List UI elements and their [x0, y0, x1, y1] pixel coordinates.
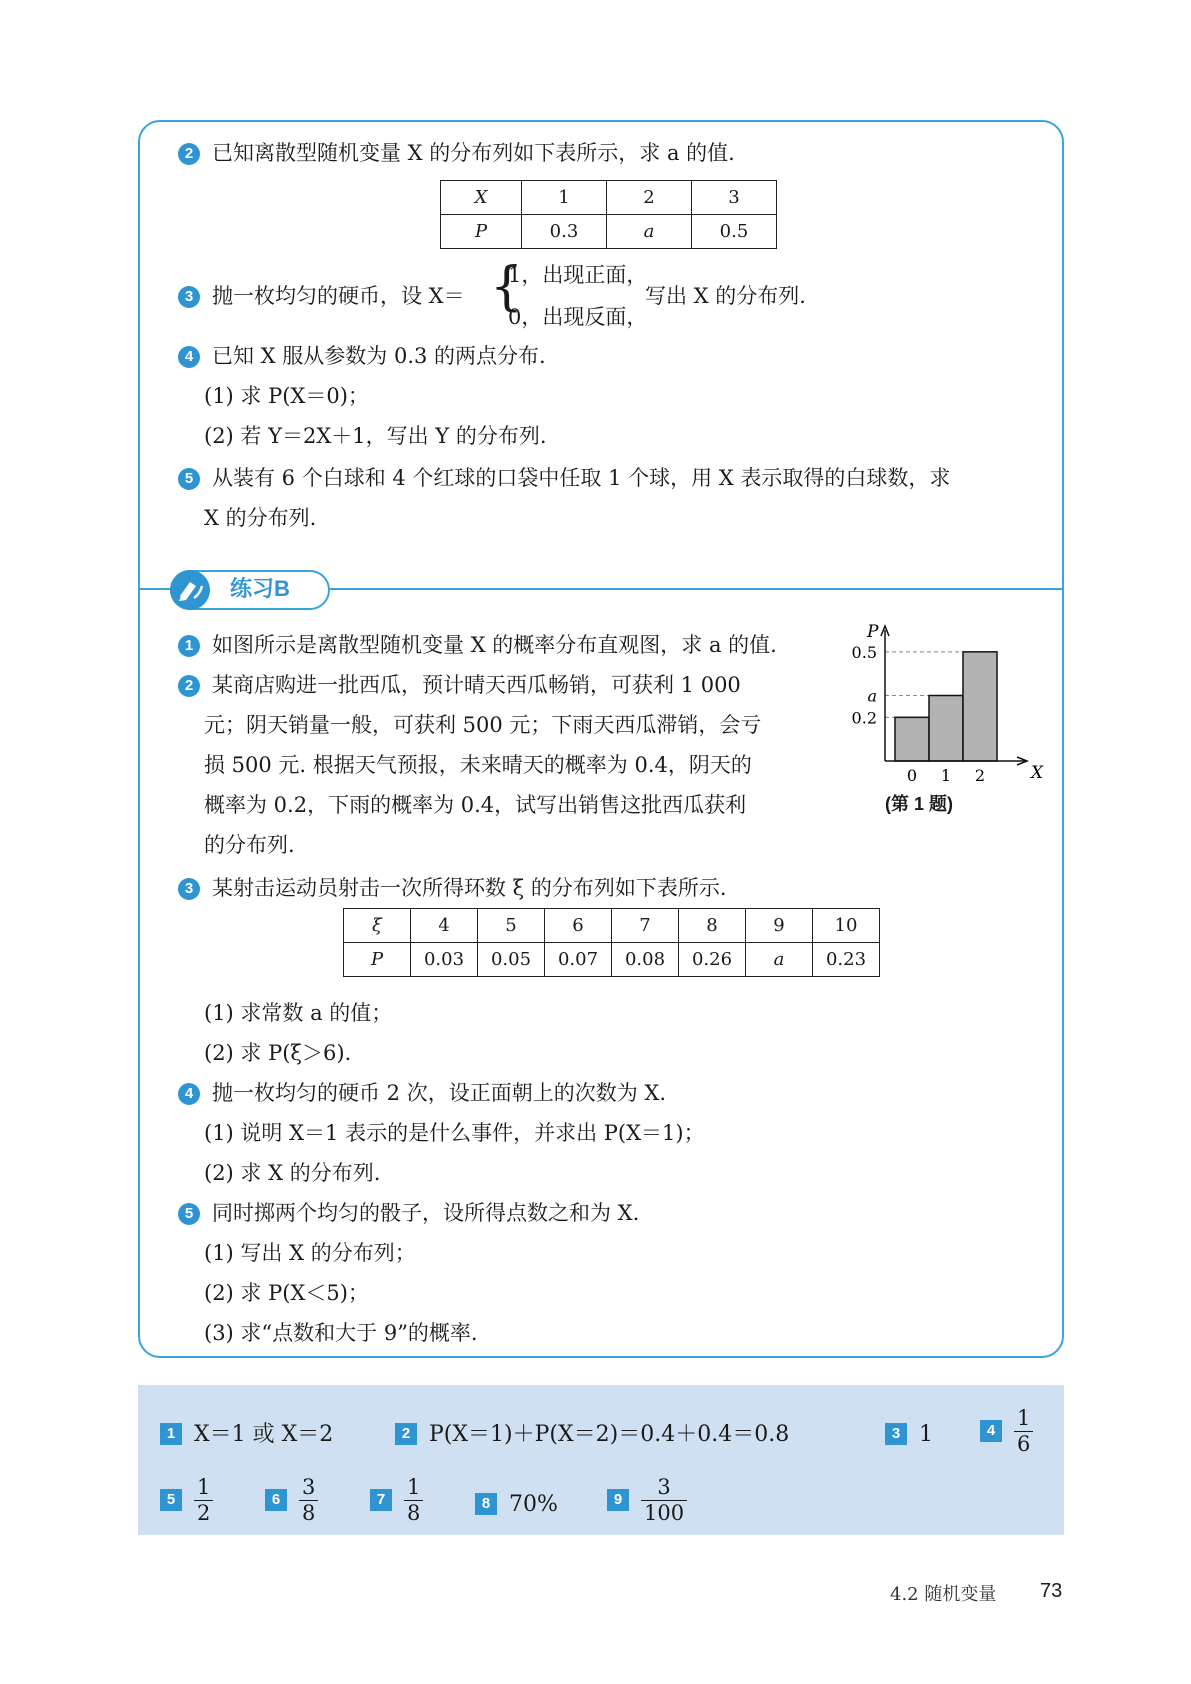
figure-caption: (第 1 题) [885, 794, 954, 814]
piecewise-case-2: 0，出现反面， [508, 305, 648, 329]
answer-7 [370, 1475, 423, 1526]
histogram-bar [929, 696, 963, 762]
table-cell: 10 [813, 909, 880, 943]
question-text: 某商店购进一批西瓜，预计晴天西瓜畅销，可获利 1 000 [212, 673, 741, 697]
question-text-continued: 损 500 元. 根据天气预报，未来晴天的概率为 0.4，阴天的 [204, 753, 752, 777]
table-cell: 0.07 [545, 943, 612, 977]
table-cell: 0.03 [411, 943, 478, 977]
subquestion: (3) 求“点数和大于 9”的概率. [204, 1321, 478, 1345]
table-header-cell: ξ [344, 909, 411, 943]
table-cell: 2 [607, 181, 692, 215]
question-b4 [178, 1073, 666, 1113]
question-number: 3 [178, 286, 200, 308]
question-text-post: 写出 X 的分布列. [645, 284, 806, 308]
question-b3 [178, 868, 727, 908]
answer-4 [980, 1406, 1033, 1457]
answer-fraction [194, 1475, 213, 1526]
question-text: 已知离散型随机变量 X 的分布列如下表所示，求 a 的值. [212, 141, 735, 165]
question-number: 5 [178, 468, 200, 490]
subquestion: (2) 若 Y＝2X＋1，写出 Y 的分布列. [204, 424, 547, 448]
distribution-table-a2 [440, 180, 777, 249]
y-tick-label: a [867, 686, 877, 706]
distribution-table-b3 [343, 908, 880, 977]
y-tick-label: 0.2 [851, 708, 877, 728]
x-tick-label: 2 [974, 766, 986, 785]
table-cell: 0.05 [478, 943, 545, 977]
histogram-bar [963, 652, 997, 761]
question-text-continued: 元；阴天销量一般，可获利 500 元；下雨天西瓜滞销，会亏 [204, 713, 762, 737]
question-a5 [178, 458, 950, 498]
y-axis-label: P [867, 622, 879, 642]
table-cell: 5 [478, 909, 545, 943]
answer-6 [265, 1475, 318, 1526]
question-text: 从装有 6 个白球和 4 个红球的口袋中任取 1 个球，用 X 表示取得的白球数，求 [212, 466, 951, 490]
fraction-denominator: 6 [1017, 1432, 1031, 1456]
question-a4 [178, 336, 546, 376]
answer-1 [160, 1420, 333, 1450]
answer-number: 9 [607, 1489, 629, 1511]
question-b5 [178, 1193, 639, 1233]
table-cell: 0.08 [612, 943, 679, 977]
question-b1 [178, 625, 777, 665]
question-text: 某射击运动员射击一次所得环数 ξ 的分布列如下表所示. [212, 876, 727, 900]
table-header-cell: X [441, 181, 522, 215]
question-text: 抛一枚均匀的硬币 2 次，设正面朝上的次数为 X. [212, 1081, 667, 1105]
subquestion: (2) 求 P(ξ＞6). [204, 1041, 352, 1065]
question-text: 已知 X 服从参数为 0.3 的两点分布. [212, 344, 546, 368]
x-tick-label: 1 [940, 766, 952, 785]
answer-fraction [641, 1475, 687, 1526]
table-cell: 0.26 [679, 943, 746, 977]
question-number: 2 [178, 143, 200, 165]
question-number: 3 [178, 878, 200, 900]
answer-number: 1 [160, 1423, 182, 1445]
table-cell: 0.5 [692, 215, 777, 249]
subquestion: (2) 求 P(X＜5)； [204, 1281, 369, 1305]
question-text-continued: 的分布列. [204, 833, 295, 857]
answer-number: 8 [475, 1493, 497, 1515]
question-number: 4 [178, 346, 200, 368]
y-tick-label: 0.5 [851, 642, 877, 662]
subquestion: (1) 写出 X 的分布列； [204, 1241, 416, 1265]
question-number: 5 [178, 1203, 200, 1225]
table-cell: 7 [612, 909, 679, 943]
answer-number: 5 [160, 1489, 182, 1511]
subquestion: (1) 求常数 a 的值； [204, 1001, 393, 1025]
table-cell: 9 [746, 909, 813, 943]
question-text-pre: 抛一枚均匀的硬币，设 X＝ [212, 284, 465, 308]
question-text-continued: 概率为 0.2，下雨的概率为 0.4，试写出销售这批西瓜获利 [204, 793, 747, 817]
question-number: 1 [178, 635, 200, 657]
pencil-badge-icon [170, 570, 210, 610]
question-number: 4 [178, 1083, 200, 1105]
answer-text: 1 [919, 1422, 933, 1447]
fraction-numerator: 1 [194, 1475, 213, 1501]
table-cell: 3 [692, 181, 777, 215]
fraction-denominator: 2 [197, 1501, 211, 1525]
table-cell: 4 [411, 909, 478, 943]
fraction-numerator: 1 [404, 1475, 423, 1501]
answer-number: 6 [265, 1489, 287, 1511]
answer-fraction [404, 1475, 423, 1526]
table-cell: 1 [522, 181, 607, 215]
x-axis-label: X [1031, 763, 1044, 783]
answer-number: 7 [370, 1489, 392, 1511]
table-cell: a [746, 943, 813, 977]
table-header-cell: P [344, 943, 411, 977]
question-a2 [178, 133, 735, 173]
fraction-denominator: 8 [407, 1501, 421, 1525]
question-number: 2 [178, 675, 200, 697]
subquestion: (1) 求 P(X＝0)； [204, 384, 369, 408]
subquestion: (2) 求 X 的分布列. [204, 1161, 381, 1185]
fraction-numerator: 3 [641, 1475, 687, 1501]
piecewise-case-1: 1，出现正面， [508, 263, 648, 287]
answer-text: X＝1 或 X＝2 [194, 1422, 334, 1447]
answer-number: 4 [980, 1420, 1002, 1442]
answer-9 [607, 1475, 687, 1526]
table-cell: 0.23 [813, 943, 880, 977]
fraction-numerator: 3 [299, 1475, 318, 1501]
question-a3 [178, 276, 465, 316]
x-tick-label: 0 [906, 766, 918, 785]
answer-text: 70% [509, 1492, 558, 1517]
answer-number: 3 [885, 1423, 907, 1445]
histogram-bar [895, 717, 929, 761]
fraction-denominator: 8 [302, 1501, 316, 1525]
table-cell: 8 [679, 909, 746, 943]
question-text: 同时掷两个均匀的骰子，设所得点数之和为 X. [212, 1201, 640, 1225]
table-header-cell: P [441, 215, 522, 249]
answer-2 [395, 1420, 789, 1450]
subquestion: (1) 说明 X＝1 表示的是什么事件，并求出 P(X＝1)； [204, 1121, 705, 1145]
section-label: 4.2 随机变量 [890, 1584, 997, 1605]
answer-fraction [299, 1475, 318, 1526]
question-text: 如图所示是离散型随机变量 X 的概率分布直观图，求 a 的值. [212, 633, 777, 657]
question-text-continued: X 的分布列. [204, 506, 317, 530]
table-cell: 6 [545, 909, 612, 943]
fraction-denominator: 100 [644, 1501, 685, 1525]
fraction-numerator: 1 [1014, 1406, 1033, 1432]
answer-fraction [1014, 1406, 1033, 1457]
answer-3 [885, 1420, 933, 1450]
answer-8 [475, 1490, 558, 1520]
answer-number: 2 [395, 1423, 417, 1445]
answer-5 [160, 1475, 213, 1526]
table-cell: a [607, 215, 692, 249]
answer-text: P(X＝1)＋P(X＝2)＝0.4＋0.4＝0.8 [429, 1422, 790, 1447]
banner-label: 练习B [230, 576, 290, 601]
page-number: 73 [1040, 1580, 1063, 1602]
question-b2 [178, 665, 741, 705]
table-cell: 0.3 [522, 215, 607, 249]
